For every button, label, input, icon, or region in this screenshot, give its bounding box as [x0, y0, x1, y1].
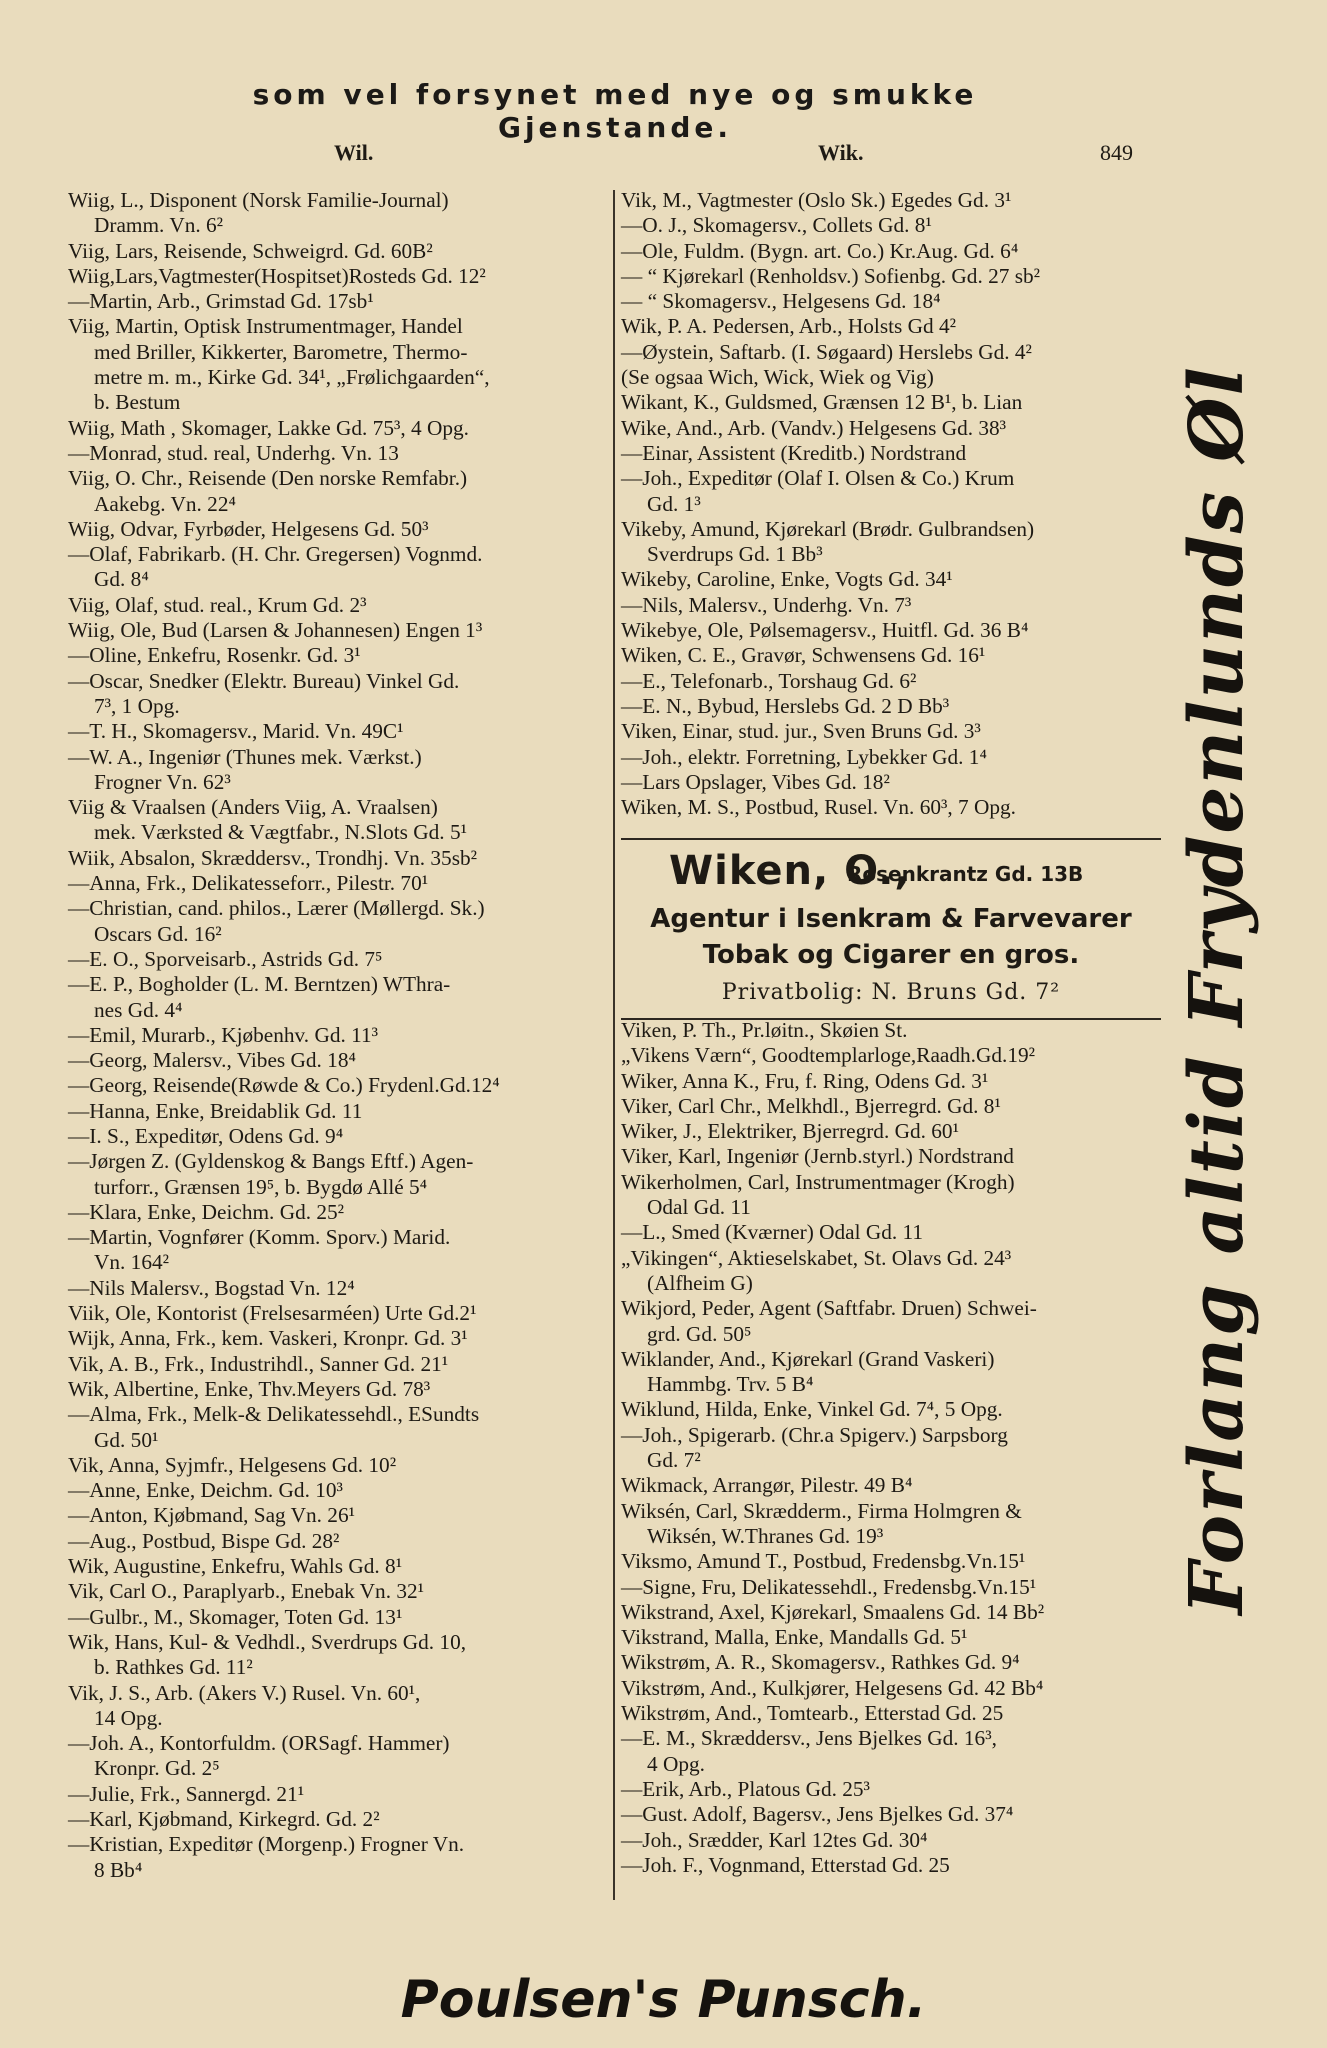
directory-entry [621, 1853, 1161, 1878]
directory-entry [68, 896, 608, 947]
directory-entry [621, 1220, 1161, 1245]
directory-entry [621, 1473, 1161, 1498]
right-column-bottom [621, 1018, 1161, 1878]
entry-line: Wiksén, Carl, Skrædderm., Firma Holmgren & [621, 1498, 1022, 1523]
directory-entry [68, 1630, 608, 1681]
entry-line: —Joh., elektr. Forretning, Lybekker Gd. 1⁴ [621, 744, 987, 769]
directory-entry [621, 1676, 1161, 1701]
ad-business-line: Agentur i Isenkram & Farvevarer [650, 904, 1132, 934]
entry-continuation: Gd. 8⁴ [94, 567, 149, 592]
entry-line: Wik, Albertine, Enke, Thv.Meyers Gd. 78³ [68, 1376, 431, 1401]
ad-company-name: Wiken, O., [669, 848, 911, 894]
entry-line: Wikeby, Caroline, Enke, Vogts Gd. 34¹ [621, 567, 953, 592]
directory-entry [621, 1347, 1161, 1398]
entry-line: Viken, P. Th., Pr.løitn., Skøien St. [621, 1018, 908, 1042]
directory-entry [68, 1200, 608, 1225]
entry-continuation: Odal Gd. 11 [647, 1195, 751, 1220]
entry-continuation: 4 Opg. [647, 1751, 705, 1776]
entry-line: —Einar, Assistent (Kreditb.) Nordstrand [621, 440, 967, 465]
directory-entry [68, 188, 608, 239]
entry-line: —Nils, Malersv., Underhg. Vn. 7³ [621, 592, 912, 617]
directory-entry [68, 239, 608, 264]
directory-entry [621, 1625, 1161, 1650]
directory-entry [621, 770, 1161, 795]
directory-entry [68, 1681, 608, 1732]
directory-entry [68, 1377, 608, 1402]
entry-line: — “ Kjørekarl (Renholdsv.) Sofienbg. Gd. 27 sb² [621, 263, 1041, 288]
entry-line: Vikeby, Amund, Kjørekarl (Brødr. Gulbrandsen) [621, 516, 1035, 541]
entry-line: Wikjord, Peder, Agent (Saftfabr. Druen) Schwei- [621, 1296, 1037, 1321]
directory-entry [621, 1549, 1161, 1574]
entry-line: —Oscar, Snedker (Elektr. Bureau) Vinkel Gd. [68, 668, 460, 693]
entry-line: Vik, Carl O., Paraplyarb., Enebak Vn. 32¹ [68, 1579, 425, 1604]
entry-continuation: turforr., Grænsen 19⁵, b. Bygdø Allé 5⁴ [94, 1174, 428, 1199]
directory-entry [68, 846, 608, 871]
ad-private-address: Privatbolig: N. Bruns Gd. 7² [721, 980, 1061, 1005]
directory-entry [68, 1402, 608, 1453]
entry-line: —Georg, Malersv., Vibes Gd. 18⁴ [68, 1048, 356, 1073]
directory-entry [621, 1701, 1161, 1726]
directory-entry [68, 1453, 608, 1478]
directory-entry [68, 1832, 608, 1883]
directory-entry [68, 1503, 608, 1528]
side-advertisement [1162, 365, 1272, 1615]
directory-entry [68, 542, 608, 593]
directory-entry [621, 669, 1161, 694]
entry-continuation: 7³, 1 Opg. [94, 693, 180, 718]
entry-line: Wiig, Odvar, Fyrbøder, Helgesens Gd. 50³ [68, 516, 429, 541]
entry-line: —Oline, Enkefru, Rosenkr. Gd. 3¹ [68, 643, 361, 668]
directory-entry [68, 1326, 608, 1351]
entry-line: Vik, Anna, Syjmfr., Helgesens Gd. 10² [68, 1452, 397, 1477]
entry-line: Wikant, K., Guldsmed, Grænsen 12 B¹, b. Lian [621, 390, 1023, 415]
directory-entry [621, 517, 1161, 568]
entry-line: —Lars Opslager, Vibes Gd. 18² [621, 769, 890, 794]
directory-entry [621, 1423, 1161, 1474]
entry-line: —E. O., Sporveisarb., Astrids Gd. 7⁵ [68, 946, 383, 971]
entry-line: Wiik, Absalon, Skræddersv., Trondhj. Vn. 35sb² [68, 845, 478, 870]
entry-line: Viksmo, Amund T., Postbud, Fredensbg.Vn.15¹ [621, 1549, 1026, 1574]
directory-entry [621, 1650, 1161, 1675]
entry-continuation: Hammbg. Trv. 5 B⁴ [647, 1372, 814, 1397]
entry-continuation: Wiksén, W.Thranes Gd. 19³ [647, 1523, 884, 1548]
directory-entry [68, 1731, 608, 1782]
entry-line: Wiker, Anna K., Fru, f. Ring, Odens Gd. 3¹ [621, 1068, 989, 1093]
entry-line: Wiig, Math , Skomager, Lakke Gd. 75³, 4 Opg. [68, 415, 469, 440]
entry-continuation: Gd. 50¹ [94, 1427, 159, 1452]
directory-entry [68, 972, 608, 1023]
directory-entry [621, 1802, 1161, 1827]
directory-entry [621, 390, 1161, 415]
entry-line: Viig, Olaf, stud. real., Krum Gd. 2³ [68, 592, 367, 617]
entry-continuation: Kronpr. Gd. 2⁵ [94, 1756, 220, 1781]
entry-line: Wike, And., Arb. (Vandv.) Helgesens Gd. 38³ [621, 415, 1007, 440]
directory-entry [621, 264, 1161, 289]
entry-continuation: med Briller, Kikkerter, Barometre, Thermo- [94, 339, 468, 364]
entry-line: —E., Telefonarb., Torshaug Gd. 6² [621, 668, 917, 693]
directory-entry [68, 1782, 608, 1807]
directory-entry [621, 1397, 1161, 1422]
entry-continuation: 8 Bb⁴ [94, 1857, 143, 1882]
entry-line: —L., Smed (Kværner) Odal Gd. 11 [621, 1220, 924, 1245]
entry-line: Viker, Karl, Ingeniør (Jernb.styrl.) Nordstrand [621, 1144, 1014, 1169]
directory-entry [68, 745, 608, 796]
entry-line: Wik, P. A. Pedersen, Arb., Holsts Gd 4² [621, 314, 957, 339]
entry-line: —Emil, Murarb., Kjøbenhv. Gd. 11³ [68, 1022, 379, 1047]
directory-entry [68, 1478, 608, 1503]
directory-entry [621, 1828, 1161, 1853]
entry-line: —E. N., Bybud, Herslebs Gd. 2 D Bb³ [621, 693, 950, 718]
entry-line: —Gust. Adolf, Bagersv., Jens Bjelkes Gd. 37⁴ [621, 1802, 1014, 1827]
entry-line: —Øystein, Saftarb. (I. Søgaard) Herslebs Gd. 4² [621, 339, 1032, 364]
entry-line: —Joh., Expeditør (Olaf I. Olsen & Co.) Krum [621, 466, 1015, 491]
directory-entry [68, 1807, 608, 1832]
directory-entry [621, 1144, 1161, 1169]
directory-entry [68, 1124, 608, 1149]
entry-line: Viig & Vraalsen (Anders Viig, A. Vraalsen) [68, 795, 438, 820]
entry-line: —Karl, Kjøbmand, Kirkegrd. Gd. 2² [68, 1807, 380, 1831]
directory-entry [621, 567, 1161, 592]
directory-entry [68, 466, 608, 517]
entry-continuation: Oscars Gd. 16² [94, 921, 222, 946]
side-ad-text: Forlang altid Frydenlunds Øl [1174, 365, 1260, 1615]
entry-line: —Nils Malersv., Bogstad Vn. 12⁴ [68, 1275, 355, 1300]
entry-continuation: b. Bestum [94, 390, 181, 415]
directory-entry [68, 314, 608, 415]
directory-entry [621, 694, 1161, 719]
directory-entry [621, 1094, 1161, 1119]
directory-entry [68, 517, 608, 542]
directory-entry [68, 669, 608, 720]
entry-line: —Jørgen Z. (Gyldenskog & Bangs Eftf.) Agen- [68, 1149, 474, 1174]
entry-line: —E. M., Skræddersv., Jens Bjelkes Gd. 16³, [621, 1726, 997, 1751]
entry-continuation: Gd. 7² [647, 1448, 701, 1473]
entry-line: Vikstrøm, And., Kulkjører, Helgesens Gd. 42 Bb⁴ [621, 1675, 1044, 1700]
directory-entry [621, 213, 1161, 238]
entry-line: Viig, O. Chr., Reisende (Den norske Remfabr.) [68, 466, 468, 491]
directory-entry [621, 795, 1161, 820]
entry-continuation: metre m. m., Kirke Gd. 34¹, „Frølichgaarden“, [94, 365, 490, 390]
entry-continuation: Vn. 164² [94, 1250, 170, 1275]
directory-entry [68, 1048, 608, 1073]
entry-continuation: Sverdrups Gd. 1 Bb³ [647, 542, 823, 567]
directory-entry [621, 1018, 1161, 1043]
directory-entry [68, 1554, 608, 1579]
entry-line: Vik, A. B., Frk., Industrihdl., Sanner Gd. 21¹ [68, 1351, 449, 1376]
entry-line: —Olaf, Fabrikarb. (H. Chr. Gregersen) Vognmd. [68, 542, 483, 567]
entry-line: Wiig,Lars,Vagtmester(Hospitset)Rosteds Gd. 12² [68, 263, 486, 288]
entry-continuation: grd. Gd. 50⁵ [647, 1321, 752, 1346]
entry-continuation: Aakebg. Vn. 22⁴ [94, 491, 236, 516]
entry-line: „Vikingen“, Aktieselskabet, St. Olavs Gd. 24³ [621, 1245, 1012, 1270]
directory-entry [68, 618, 608, 643]
entry-line: Wikstrøm, And., Tomtearb., Etterstad Gd. 25 [621, 1701, 1004, 1726]
entry-continuation: nes Gd. 4⁴ [94, 997, 183, 1022]
entry-line: Viken, Einar, stud. jur., Sven Bruns Gd. 3³ [621, 719, 981, 744]
entry-continuation: b. Rathkes Gd. 11² [94, 1655, 253, 1680]
entry-line: —Aug., Postbud, Bispe Gd. 28² [68, 1528, 340, 1553]
entry-line: Wiklund, Hilda, Enke, Vinkel Gd. 7⁴, 5 Opg. [621, 1397, 1003, 1422]
entry-line: —Joh., Spigerarb. (Chr.a Spigerv.) Sarpsborg [621, 1422, 1008, 1447]
right-column-top [621, 188, 1161, 820]
ad-business-line-2: Tobak og Cigarer en gros. [702, 940, 1080, 970]
directory-entry [621, 188, 1161, 213]
entry-line: Wikstrøm, A. R., Skomagersv., Rathkes Gd. 9⁴ [621, 1650, 1020, 1675]
entry-line: Vikstrand, Malla, Enke, Mandalls Gd. 5¹ [621, 1625, 968, 1650]
directory-entry [68, 441, 608, 466]
directory-entry [621, 1246, 1161, 1297]
directory-entry [621, 1499, 1161, 1550]
directory-entry [68, 1023, 608, 1048]
entry-line: —Julie, Frk., Sannergd. 21¹ [68, 1781, 305, 1806]
bottom-advertisement: Poulsen's Punsch. [400, 1970, 927, 2030]
entry-line: Vik, M., Vagtmester (Oslo Sk.) Egedes Gd. 3¹ [621, 188, 1012, 212]
directory-entry [68, 643, 608, 668]
header-right-keyword: Wik. [818, 140, 864, 165]
entry-line: —Joh., Srædder, Karl 12tes Gd. 30⁴ [621, 1827, 928, 1852]
directory-entry [621, 593, 1161, 618]
entry-line: Wiklander, And., Kjørekarl (Grand Vaskeri) [621, 1346, 995, 1371]
top-banner-ad: som vel forsynet med nye og smukke Gjenstande. [252, 78, 978, 144]
entry-line: —E. P., Bogholder (L. M. Berntzen) WThra- [68, 972, 451, 997]
entry-line: —Ole, Fuldm. (Bygn. art. Co.) Kr.Aug. Gd. 6⁴ [621, 238, 1019, 263]
entry-continuation: 14 Opg. [94, 1705, 163, 1730]
entry-line: „Vikens Værn“, Goodtemplarloge,Raadh.Gd.19² [621, 1043, 1035, 1068]
ad-address: Rosenkrantz Gd. 13B [847, 862, 1084, 886]
entry-line: —W. A., Ingeniør (Thunes mek. Værkst.) [68, 744, 422, 769]
entry-line: Viik, Ole, Kontorist (Frelsesarméen) Urte Gd.2¹ [68, 1301, 477, 1326]
column-divider [613, 190, 615, 1900]
wiken-advertisement [621, 838, 1161, 1020]
entry-line: —O. J., Skomagersv., Collets Gd. 8¹ [621, 213, 932, 238]
directory-entry [621, 1069, 1161, 1094]
directory-entry [621, 441, 1161, 466]
directory-entry [68, 289, 608, 314]
entry-line: —Hanna, Enke, Breidablik Gd. 11 [68, 1098, 363, 1123]
entry-line: —Gulbr., M., Skomager, Toten Gd. 13¹ [68, 1604, 403, 1629]
header-left-keyword: Wil. [334, 140, 374, 165]
directory-entry [621, 618, 1161, 643]
entry-line: —Anton, Kjøbmand, Sag Vn. 26¹ [68, 1503, 355, 1528]
entry-line: Wiker, J., Elektriker, Bjerregrd. Gd. 60¹ [621, 1119, 959, 1144]
entry-line: Wik, Augustine, Enkefru, Wahls Gd. 8¹ [68, 1554, 403, 1579]
entry-line: —Joh. A., Kontorfuldm. (ORSagf. Hammer) [68, 1731, 450, 1756]
directory-entry [621, 1296, 1161, 1347]
entry-line: Wiken, M. S., Postbud, Rusel. Vn. 60³, 7 Opg. [621, 795, 1017, 820]
entry-continuation: mek. Værksted & Vægtfabr., N.Slots Gd. 5¹ [94, 820, 467, 845]
directory-entry [68, 1529, 608, 1554]
directory-entry [621, 1777, 1161, 1802]
entry-line: —Anna, Frk., Delikatesseforr., Pilestr. 70¹ [68, 871, 429, 896]
directory-entry [621, 1043, 1161, 1068]
entry-line: —Signe, Fru, Delikatessehdl., Fredensbg.Vn.15¹ [621, 1574, 1037, 1599]
directory-entry [68, 1225, 608, 1276]
entry-line: —Anne, Enke, Deichm. Gd. 10³ [68, 1478, 343, 1503]
entry-line: Wikerholmen, Carl, Instrumentmager (Krogh) [621, 1169, 1015, 1194]
entry-line: —Christian, cand. philos., Lærer (Møllergd. Sk.) [68, 896, 485, 921]
directory-entry [621, 719, 1161, 744]
directory-entry [621, 466, 1161, 517]
entry-line: Wiken, C. E., Gravør, Schwensens Gd. 16¹ [621, 643, 986, 668]
directory-entry [621, 1575, 1161, 1600]
directory-entry [68, 1276, 608, 1301]
entry-line: Wikebye, Ole, Pølsemagersv., Huitfl. Gd. 36 B⁴ [621, 618, 1029, 643]
entry-continuation: Dramm. Vn. 6² [94, 213, 224, 238]
entry-line: —Georg, Reisende(Røwde & Co.) Frydenl.Gd.12⁴ [68, 1073, 500, 1098]
directory-entry [68, 1149, 608, 1200]
left-column [68, 188, 608, 1883]
directory-entry [68, 593, 608, 618]
entry-line: Wiig, Ole, Bud (Larsen & Johannesen) Engen 1³ [68, 618, 483, 643]
entry-continuation: Gd. 1³ [647, 491, 701, 516]
directory-entry [621, 314, 1161, 339]
entry-line: —Monrad, stud. real, Underhg. Vn. 13 [68, 440, 399, 465]
directory-entry [621, 416, 1161, 441]
entry-line: Wikstrand, Axel, Kjørekarl, Smaalens Gd. 14 Bb² [621, 1599, 1045, 1624]
entry-line: Viig, Lars, Reisende, Schweigrd. Gd. 60B² [68, 238, 433, 263]
directory-entry [68, 1605, 608, 1630]
directory-entry [621, 1726, 1161, 1777]
directory-entry [621, 1600, 1161, 1625]
directory-entry [621, 643, 1161, 668]
directory-entry [68, 795, 608, 846]
entry-line: Wijk, Anna, Frk., kem. Vaskeri, Kronpr. Gd. 3¹ [68, 1326, 468, 1351]
entry-line: —I. S., Expeditør, Odens Gd. 9⁴ [68, 1123, 344, 1148]
directory-entry [621, 289, 1161, 314]
directory-entry [621, 340, 1161, 365]
directory-entry [68, 1579, 608, 1604]
directory-entry [68, 719, 608, 744]
directory-entry [68, 1301, 608, 1326]
entry-line: —Martin, Arb., Grimstad Gd. 17sb¹ [68, 289, 374, 314]
entry-line: Wik, Hans, Kul- & Vedhdl., Sverdrups Gd. 10, [68, 1629, 467, 1654]
directory-entry [621, 1170, 1161, 1221]
directory-entry [68, 947, 608, 972]
entry-line: Viig, Martin, Optisk Instrumentmager, Handel [68, 314, 463, 339]
directory-entry [621, 1119, 1161, 1144]
entry-line: —Alma, Frk., Melk-& Delikatessehdl., ESundts [68, 1402, 480, 1427]
directory-entry [621, 745, 1161, 770]
entry-line: Wikmack, Arrangør, Pilestr. 49 B⁴ [621, 1473, 913, 1498]
entry-line: Vik, J. S., Arb. (Akers V.) Rusel. Vn. 60¹, [68, 1680, 421, 1705]
entry-continuation: (Alfheim G) [647, 1270, 753, 1295]
entry-line: (Se ogsaa Wich, Wick, Wiek og Vig) [621, 365, 934, 390]
directory-entry [68, 1073, 608, 1098]
entry-line: —T. H., Skomagersv., Marid. Vn. 49C¹ [68, 719, 404, 744]
entry-line: —Klara, Enke, Deichm. Gd. 25² [68, 1199, 345, 1224]
page-number: 849 [1100, 140, 1133, 165]
entry-line: —Erik, Arb., Platous Gd. 25³ [621, 1776, 870, 1801]
entry-line: Wiig, L., Disponent (Norsk Familie-Journal) [68, 188, 449, 212]
directory-entry [68, 1099, 608, 1124]
directory-entry [68, 416, 608, 441]
directory-entry [621, 239, 1161, 264]
directory-entry [621, 365, 1161, 390]
entry-continuation: Frogner Vn. 62³ [94, 769, 231, 794]
entry-line: —Martin, Vognfører (Komm. Sporv.) Marid. [68, 1225, 451, 1250]
entry-line: — “ Skomagersv., Helgesens Gd. 18⁴ [621, 289, 941, 314]
entry-line: Viker, Carl Chr., Melkhdl., Bjerregrd. Gd. 8¹ [621, 1093, 1001, 1118]
directory-entry [68, 264, 608, 289]
directory-entry [68, 1352, 608, 1377]
directory-entry [68, 871, 608, 896]
entry-line: —Kristian, Expeditør (Morgenp.) Frogner Vn. [68, 1832, 465, 1857]
entry-line: —Joh. F., Vognmand, Etterstad Gd. 25 [621, 1852, 950, 1877]
